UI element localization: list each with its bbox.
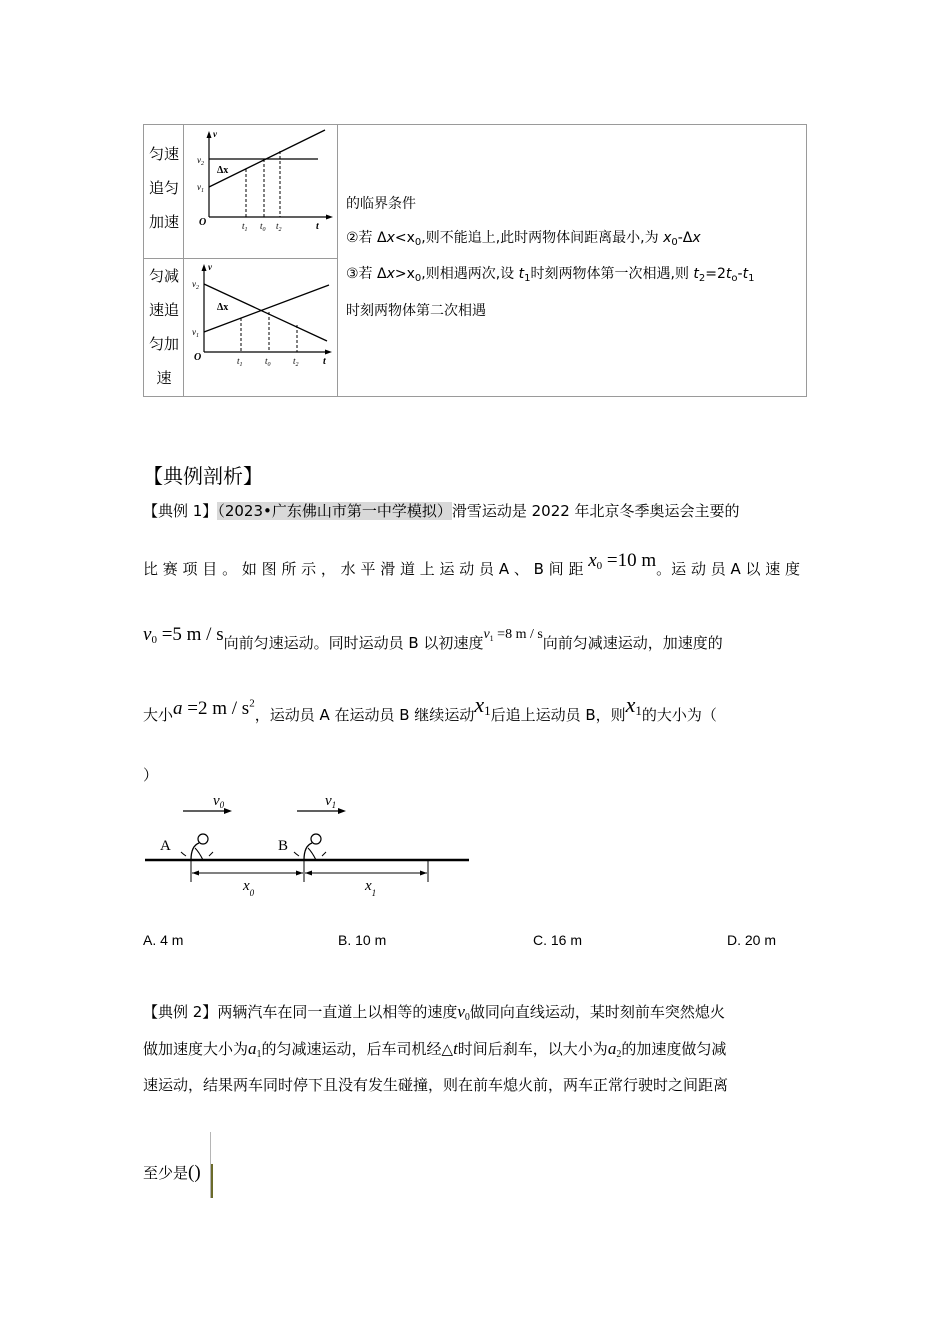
distance-label-x1: $x_1$ bbox=[365, 878, 377, 898]
condition-line-4: 时刻两物体第二次相遇 bbox=[346, 303, 486, 319]
tick-label-t1: $t_1$ bbox=[237, 356, 243, 368]
tick-label-t0: $t_0$ bbox=[265, 356, 271, 368]
table-divider bbox=[337, 125, 338, 396]
axis-label-t: t bbox=[316, 221, 319, 232]
example-2-tag: 【典例 2】 bbox=[143, 1003, 218, 1021]
velocity-time-graph-1 bbox=[194, 129, 336, 255]
option-d[interactable]: D. 20 m bbox=[727, 932, 777, 948]
axis-label-v: v bbox=[208, 262, 212, 272]
condition-line-1: 的临界条件 bbox=[346, 196, 416, 212]
text-cursor bbox=[211, 1164, 213, 1198]
example-2-line-3: 速运动，结果两车同时停下且没有发生碰撞，则在前车熄火前，两车正常行驶时之间距离 bbox=[143, 1076, 729, 1094]
tick-label-v1: $v_1$ bbox=[192, 327, 199, 339]
velocity-time-graph-2 bbox=[189, 262, 337, 388]
axis-label-t: t bbox=[323, 356, 326, 367]
origin-label: O bbox=[199, 217, 207, 228]
tick-label-v2: $v_2$ bbox=[192, 279, 199, 291]
example-2-line-2: 做加速度大小为$a_1$的匀减速运动，后车司机经△t时间后刹车，以大小为$a_2$的加速度做匀减 bbox=[143, 1039, 727, 1060]
delta-x-label: Δx bbox=[217, 302, 229, 313]
example-1-source: （2023•广东佛山市第一中学模拟） bbox=[217, 502, 452, 520]
tick-label-t2: $t_2$ bbox=[276, 221, 282, 233]
tick-label-t1: $t_1$ bbox=[242, 221, 248, 233]
skier-a-icon bbox=[181, 834, 213, 860]
condition-line-2: ②若 $\Delta x<x_0$,则不能追上,此时两物体间距离最小,为 $x_0-\Delta x$ bbox=[346, 230, 701, 248]
skier-diagram bbox=[143, 786, 473, 904]
tick-label-t2: $t_2$ bbox=[293, 356, 299, 368]
example-1-line-3: v0 =5 m / s向前匀速运动。同时运动员 B 以初速度$v_1 =8$ m / s向前匀减速运动，加速度的 bbox=[143, 624, 723, 652]
example-2-line-4: 至少是() bbox=[143, 1162, 201, 1183]
option-c[interactable]: C. 16 m bbox=[533, 932, 583, 948]
tick-label-t0: $t_0$ bbox=[260, 221, 266, 233]
example-1-line-2: 比 赛 项 目 。 如 图 所 示 ， 水 平 滑 道 上 运 动 员 A 、 B 间 距 x0 =10 m。运 动 员 A 以 速 度 bbox=[143, 550, 801, 578]
distance-label-x0: $x_0$ bbox=[243, 878, 255, 898]
condition-line-3: ③若 $\Delta x>x_0$,则相遇两次,设 $t_1$时刻两物体第一次相遇,则 $t_2=2t_o-t_1$ bbox=[346, 266, 755, 284]
comparison-table bbox=[143, 124, 807, 397]
tick-label-v1: $v_1$ bbox=[197, 182, 204, 194]
delta-x-label: Δx bbox=[217, 165, 229, 176]
row-label-2: 匀减 速追 匀加 速 bbox=[148, 267, 179, 387]
axis-label-v: v bbox=[213, 129, 217, 139]
skier-b-label: B bbox=[278, 838, 289, 854]
example-1-line-5: ） bbox=[143, 766, 159, 784]
example-1-line-1: 【典例 1】（2023•广东佛山市第一中学模拟）滑雪运动是 2022 年北京冬季奥运会主要的 bbox=[143, 502, 740, 520]
option-b[interactable]: B. 10 m bbox=[338, 932, 387, 948]
tick-label-v2: $v_2$ bbox=[197, 155, 204, 167]
skier-b-icon bbox=[294, 834, 326, 860]
option-a[interactable]: A. 4 m bbox=[143, 932, 184, 948]
skier-a-label: A bbox=[160, 838, 171, 854]
example-1-line-4: 大小a =2 m / $s^2$，运动员 A 在运动员 B 继续运动x1后追上运动员 B，则x1的大小为（ bbox=[143, 692, 717, 724]
origin-label: O bbox=[194, 352, 202, 363]
velocity-label-v1: $v_1$ bbox=[325, 793, 337, 810]
example-2-line-1: 【典例 2】两辆汽车在同一直道上以相等的速度$v_0$做同向直线运动，某时刻前车突然熄火 bbox=[143, 1002, 725, 1023]
section-title: 【典例剖析】 bbox=[143, 464, 263, 488]
example-1-tag: 【典例 1】 bbox=[143, 502, 218, 520]
row-label-1: 匀速 追匀 加速 bbox=[148, 145, 179, 231]
velocity-label-v0: $v_0$ bbox=[213, 793, 225, 810]
